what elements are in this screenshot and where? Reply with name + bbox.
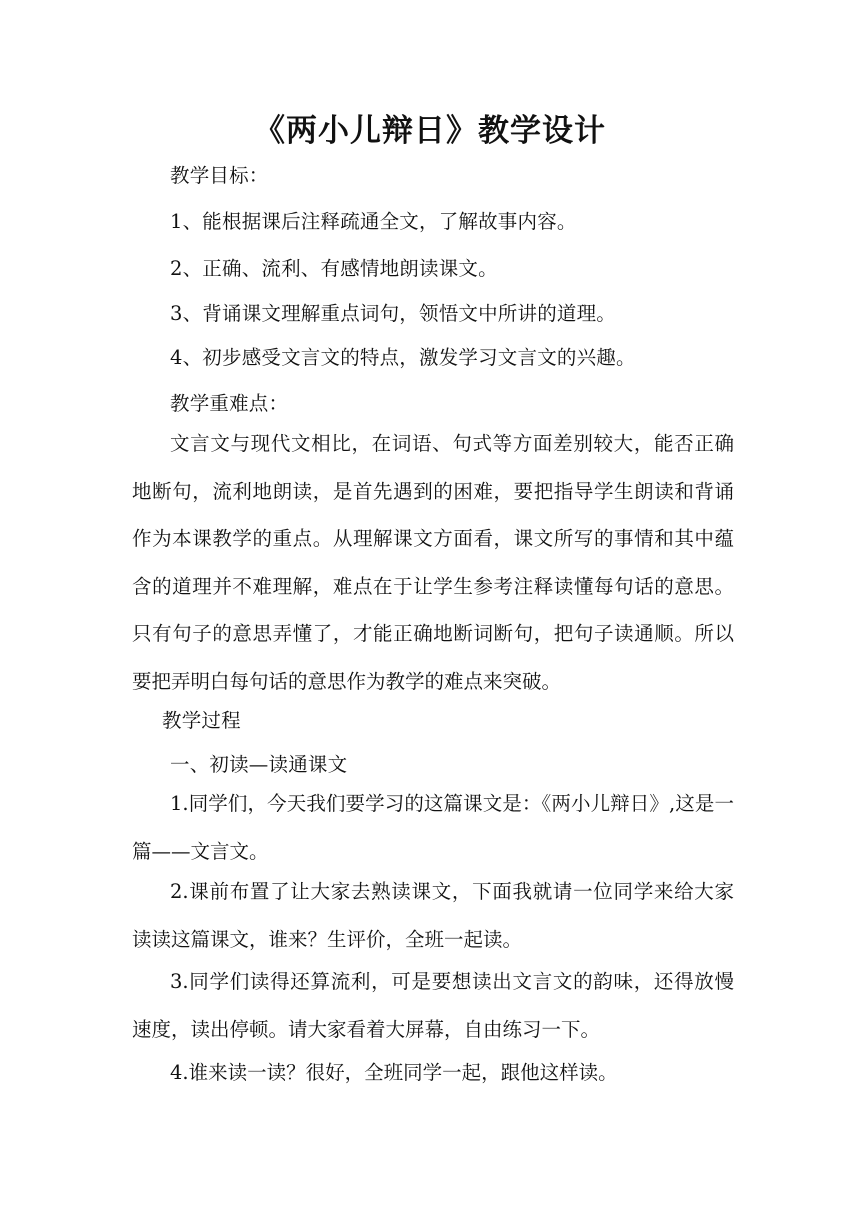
process-heading: 教学过程 <box>162 709 241 732</box>
section-heading: 一、初读—读通课文 <box>170 753 348 776</box>
goal-item: 4、初步感受文言文的特点，激发学习文言文的兴趣。 <box>170 346 636 369</box>
step-paragraph: 2.课前布置了让大家去熟读课文，下面我就请一位同学来给大家读读这篇课文，谁来？生评价，全班一起读。 <box>132 880 734 951</box>
document-title: 《两小儿辩日》教学设计 <box>254 113 606 149</box>
key-points-heading: 教学重难点： <box>170 392 289 415</box>
key-points-paragraph: 文言文与现代文相比，在词语、句式等方面差别较大，能否正确地断句，流利地朗读，是首先遇到的困难，要把指导学生朗读和背诵作为本课教学的重点。从理解课文方面看，课文所写的事情和其中蕴含的道理并不难理解，难点在于让学生参考注释读懂每句话的意思。只有句子的意思弄懂了，才能正确地断词断句，把句子读通顺。所以要把弄明白每句话的意思作为教学的难点来突破。 <box>132 432 734 693</box>
step-paragraph: 3.同学们读得还算流利，可是要想读出文言文的韵味，还得放慢速度，读出停顿。请大家看着大屏幕，自由练习一下。 <box>132 970 734 1041</box>
goal-item: 1、能根据课后注释疏通全文，了解故事内容。 <box>170 210 577 233</box>
goals-heading: 教学目标： <box>170 164 269 187</box>
goal-item: 2、正确、流利、有感情地朗读课文。 <box>170 257 498 280</box>
step-paragraph: 1.同学们，今天我们要学习的这篇课文是：《两小儿辩日》,这是一篇——文言文。 <box>132 792 734 863</box>
goal-item: 3、背诵课文理解重点词句，领悟文中所讲的道理。 <box>170 302 617 325</box>
step-paragraph: 4.谁来读一读？很好，全班同学一起，跟他这样读。 <box>170 1061 618 1084</box>
